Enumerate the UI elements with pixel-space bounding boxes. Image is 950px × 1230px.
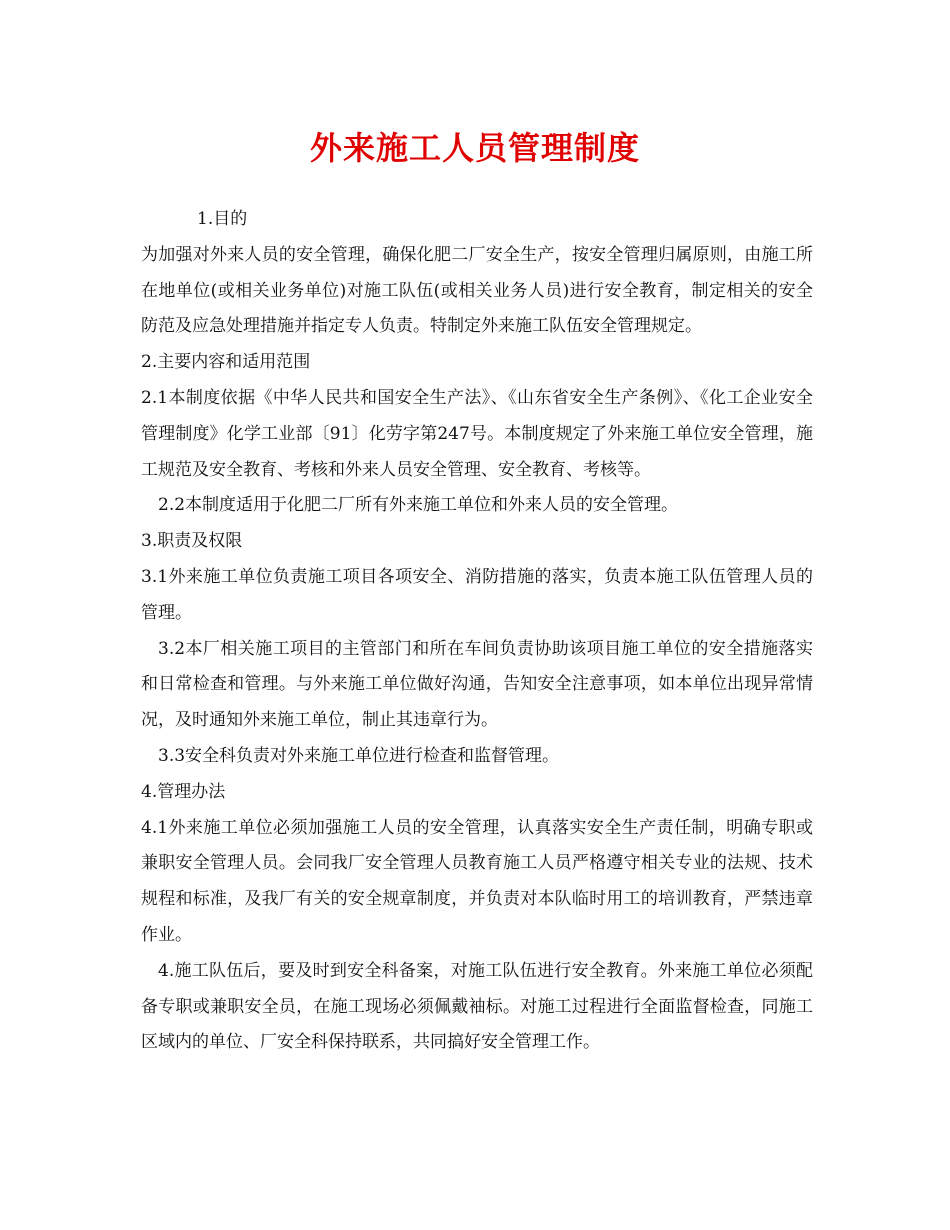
paragraph-6: 3.职责及权限 xyxy=(141,531,243,552)
document-title: 外来施工人员管理制度 xyxy=(309,129,640,167)
paragraph-11: 4.1外来施工单位必须加强施工人员的安全管理，认真落实安全生产责任制，明确专职或兼职安全管理人员。会同我厂安全管理人员教育施工人员严格遵守相关专业的法规、技术规程和标准，及我厂有关的安全规章制度，并负责对本队临时用工的培训教育，严禁违章作业。 xyxy=(141,817,813,945)
paragraph-9: 3.3安全科负责对外来施工单位进行检查和监督管理。 xyxy=(158,745,560,766)
paragraph-12: 4.施工队伍后，要及时到安全科备案，对施工队伍进行安全教育。外来施工单位必须配备专职或兼职安全员，在施工现场必须佩戴袖标。对施工过程进行全面监督检查，同施工区域内的单位、厂安全科保持联系，共同搞好安全管理工作。 xyxy=(141,960,813,1053)
paragraph-4: 2.1本制度依据《中华人民共和国安全生产法》、《山东省安全生产条例》、《化工企业安全管理制度》化学工业部〔91〕化劳字第247号。本制度规定了外来施工单位安全管理，施工规范及安全教育、考核和外来人员安全管理、安全教育、考核等。 xyxy=(141,387,813,480)
paragraph-3: 2.主要内容和适用范围 xyxy=(141,352,311,373)
paragraph-7: 3.1外来施工单位负责施工项目各项安全、消防措施的落实，负责本施工队伍管理人员的管理。 xyxy=(141,566,813,623)
paragraph-8: 3.2本厂相关施工项目的主管部门和所在车间负责协助该项目施工单位的安全措施落实和日常检查和管理。与外来施工单位做好沟通，告知安全注意事项，如本单位出现异常情况，及时通知外来施工单位，制止其违章行为。 xyxy=(141,638,813,731)
paragraph-2: 为加强对外来人员的安全管理，确保化肥二厂安全生产，按安全管理归属原则，由施工所在地单位(或相关业务单位)对施工队伍(或相关业务人员)进行安全教育，制定相关的安全防范及应急处理措施并指定专人负责。特制定外来施工队伍安全管理规定。 xyxy=(141,244,813,337)
paragraph-1: 1.目的 xyxy=(197,209,248,229)
document-body xyxy=(141,202,813,1061)
paragraph-5: 2.2本制度适用于化肥二厂所有外来施工单位和外来人员的安全管理。 xyxy=(158,495,679,516)
paragraph-10: 4.管理办法 xyxy=(141,781,226,802)
